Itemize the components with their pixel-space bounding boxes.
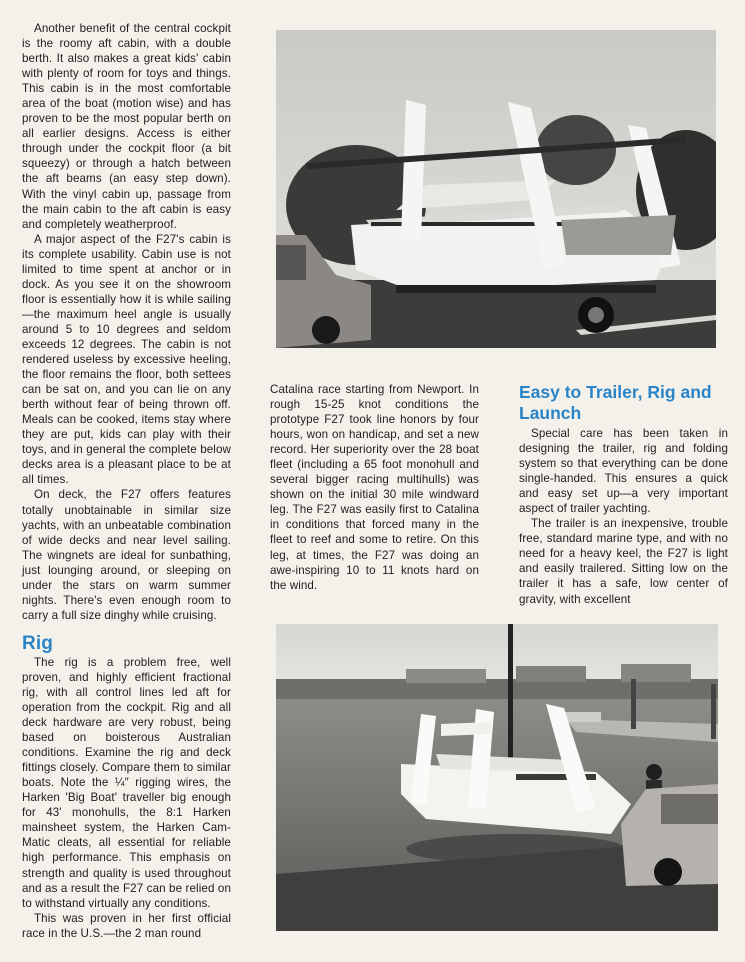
section-heading-rig: Rig	[22, 632, 53, 654]
body-paragraph: A major aspect of the F27's cabin is its complete usability. Cabin use is not limited to time spent at anchor or in dock. As you see it on the showroom floor is essentially how it is while sailing—the maximum heel angle is usually around 5 to 10 degrees and seldom exceeds 12 degrees. The cabin is not rendered useless by excessive heeling, the floor remains the floor, both settees can be sat on, and you can lie on any berth without fear of being thrown off. Meals can be cooked, items stay where they are put, kids can play with their toys, and in general the complete below decks area is a pleasant place to be at all times.	[22, 232, 231, 487]
body-paragraph: This was proven in her first official race in the U.S.—the 2 man round	[22, 911, 231, 940]
photo-boat-launching	[276, 624, 718, 931]
left-text-column	[22, 21, 231, 941]
middle-text-column	[270, 382, 479, 593]
body-paragraph: The rig is a problem free, well proven, and highly efficient fractional rig, with all control lines led aft for operation from the cockpit. Rig and all deck hardware are very robust, being based on boisterous Australian conditions. Examine the rig and deck fittings closely. Compare them to similar boats. Note the ¼″ rigging wires, the Harken 'Big Boat' traveller big enough for 43' monohulls, the 8:1 Harken mainsheet system, the Harken Cam-Matic cleats, all essential for reliable high performance. This emphasis on strength and quality is used throughout and as a result the F27 can be relied on to withstand virtually any conditions.	[22, 655, 231, 910]
body-paragraph: On deck, the F27 offers features totally unobtainable in similar size yachts, with an unbeatable combination of wide decks and near level sailing. The wingnets are ideal for sunbathing, just lounging around, or sleeping on under the stars on warm summer nights. There's even enough room to carry a full size dinghy while cruising.	[22, 488, 231, 622]
body-paragraph: The trailer is an inexpensive, trouble free, standard marine type, and with no need for a heavy keel, the F27 is light and easily trailered. Sitting low on the trailer it has a safe, low center of gravity, with excellent	[519, 517, 728, 606]
right-text-column	[519, 426, 728, 607]
body-paragraph: Special care has been taken in designing the trailer, rig and folding system so that everything can be done single-handed. This ensures a quick and easy set up—a very important aspect of trailer yachting.	[519, 427, 728, 516]
body-paragraph: Another benefit of the central cockpit is the roomy aft cabin, with a double berth. It also makes a great kids' cabin with plenty of room for toys and things. This cabin is in the most comfortable area of the boat (motion wise) and has proven to be the most popular berth on all earlier designs. Access is either through under the cockpit floor (a bit squeezy) or through a hatch between the aft beams (an easy step down). With the vinyl cabin up, passage from the main cabin to the aft cabin is easy and completely weatherproof.	[22, 22, 231, 231]
section-heading-trailer: Easy to Trailer, Rig and Launch	[519, 382, 712, 423]
photo-boat-on-trailer	[276, 30, 716, 348]
body-paragraph: Catalina race starting from Newport. In rough 15-25 knot conditions the prototype F27 took line honors by four hours, won on handicap, and set a new record. Her superiority over the 28 boat fleet (including a 65 foot monohull and several bigger racing multihulls) was shown on the initial 30 mile windward leg. The F27 was easily first to Catalina in conditions that forced many in the fleet to reef and some to retire. On this leg, at times, the F27 was doing an awe-inspiring 10 to 11 knots hard on the wind.	[270, 383, 479, 592]
